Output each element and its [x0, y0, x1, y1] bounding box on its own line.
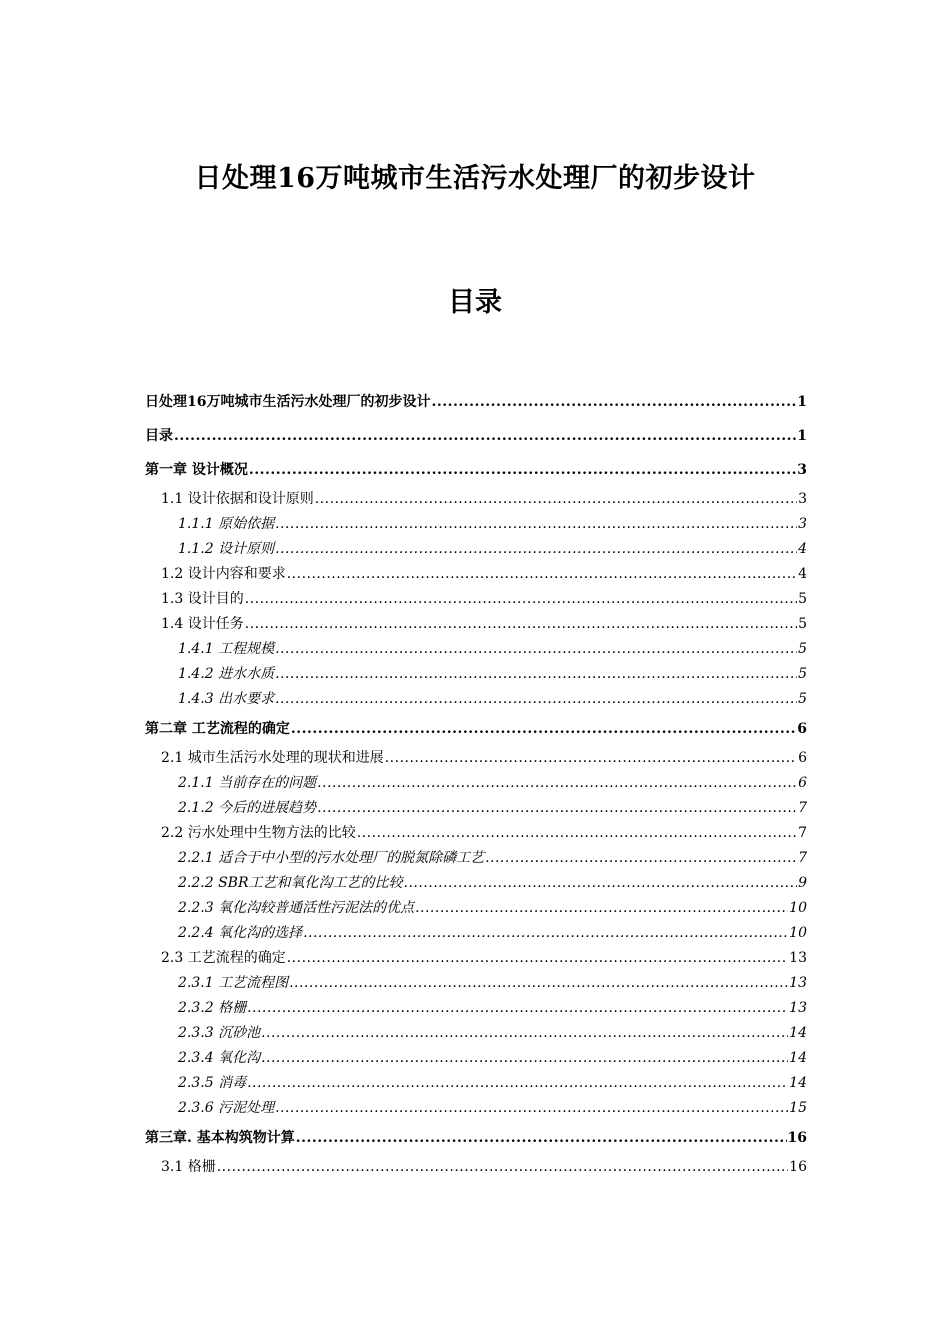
toc-entry[interactable] [145, 971, 807, 996]
toc-entry-page-number: 3 [798, 516, 807, 532]
toc-entry-label: 第三章. 基本构筑物计算 [145, 1130, 295, 1146]
toc-dot-leader [415, 896, 788, 921]
toc-dot-leader [317, 771, 797, 796]
toc-entry-label: 1.1.2 设计原则 [178, 541, 275, 557]
toc-entry[interactable] [145, 587, 807, 612]
toc-entry-page-number: 7 [798, 850, 807, 866]
toc-heading: 目录 [448, 287, 502, 318]
document-title: 日处理16万吨城市生活污水处理厂的初步设计 [194, 163, 756, 194]
toc-entry-label: 2.3.4 氧化沟 [178, 1050, 261, 1066]
toc-entry-page-number: 10 [789, 925, 807, 941]
toc-entry[interactable] [145, 796, 807, 821]
toc-dot-leader [247, 996, 788, 1021]
toc-entry[interactable] [145, 746, 807, 771]
toc-entry-page-number: 6 [798, 750, 807, 766]
toc-dot-leader [174, 419, 796, 453]
toc-entry-page-number: 7 [798, 800, 807, 816]
toc-entry[interactable] [145, 996, 807, 1021]
toc-entry-label: 2.2 污水处理中生物方法的比较 [161, 825, 356, 841]
toc-entry-page-number: 5 [798, 616, 807, 632]
toc-dot-leader [485, 846, 797, 871]
toc-entry[interactable] [145, 637, 807, 662]
toc-entry-label: 2.3.6 污泥处理 [178, 1100, 275, 1116]
toc-entry-page-number: 16 [787, 1130, 807, 1146]
toc-entry[interactable] [145, 771, 807, 796]
toc-entry[interactable] [145, 1046, 807, 1071]
toc-entry-label: 目录 [145, 428, 173, 444]
toc-entry-page-number: 9 [798, 875, 807, 891]
toc-entry[interactable] [145, 896, 807, 921]
toc-dot-leader [275, 1096, 788, 1121]
toc-entry-label: 第一章 设计概况 [145, 462, 248, 478]
toc-dot-leader [296, 1121, 787, 1155]
toc-entry-label: 第二章 工艺流程的确定 [145, 721, 290, 737]
toc-entry-label: 2.3 工艺流程的确定 [161, 950, 286, 966]
toc-entry-label: 1.4 设计任务 [161, 616, 244, 632]
toc-entry-label: 1.4.2 进水水质 [178, 666, 275, 682]
toc-entry[interactable] [145, 419, 807, 453]
toc-entry-label: 1.4.1 工程规模 [178, 641, 275, 657]
toc-entry-page-number: 5 [798, 641, 807, 657]
toc-dot-leader [217, 1155, 788, 1180]
toc-entry-label: 2.1.2 今后的进展趋势 [178, 800, 317, 816]
toc-dot-leader [287, 946, 788, 971]
toc-entry-page-number: 14 [789, 1025, 807, 1041]
toc-entry-label: 1.3 设计目的 [161, 591, 244, 607]
toc-entry-page-number: 10 [789, 900, 807, 916]
toc-entry[interactable] [145, 562, 807, 587]
toc-entry-page-number: 15 [789, 1100, 807, 1116]
toc-dot-leader [303, 921, 788, 946]
toc-entry[interactable] [145, 1121, 807, 1155]
toc-entry[interactable] [145, 385, 807, 419]
toc-entry[interactable] [145, 1021, 807, 1046]
toc-entry-label: 2.3.2 格栅 [178, 1000, 247, 1016]
toc-entry-label: 2.1.1 当前存在的问题 [178, 775, 317, 791]
toc-entry[interactable] [145, 871, 807, 896]
toc-entry-page-number: 7 [798, 825, 807, 841]
toc-dot-leader [275, 687, 797, 712]
toc-dot-leader [317, 796, 797, 821]
toc-dot-leader [275, 637, 797, 662]
toc-entry-label: 2.2.1 适合于中小型的污水处理厂的脱氮除磷工艺 [178, 850, 485, 866]
toc-entry[interactable] [145, 921, 807, 946]
toc-dot-leader [247, 1071, 788, 1096]
toc-entry-label: 2.3.5 消毒 [178, 1075, 247, 1091]
toc-dot-leader [287, 562, 797, 587]
toc-entry[interactable] [145, 662, 807, 687]
toc-entry-label: 1.1.1 原始依据 [178, 516, 275, 532]
toc-entry-label: 3.1 格栅 [161, 1159, 216, 1175]
toc-entry-page-number: 13 [789, 950, 807, 966]
toc-entry-page-number: 4 [798, 541, 807, 557]
toc-entry-label: 1.1 设计依据和设计原则 [161, 491, 314, 507]
toc-entry-label: 2.3.1 工艺流程图 [178, 975, 289, 991]
toc-dot-leader [357, 821, 797, 846]
toc-entry-label: 1.4.3 出水要求 [178, 691, 275, 707]
toc-dot-leader [261, 1046, 788, 1071]
toc-entry[interactable] [145, 1096, 807, 1121]
toc-entry-label: 2.2.4 氧化沟的选择 [178, 925, 303, 941]
toc-entry-page-number: 6 [798, 775, 807, 791]
toc-entry-page-number: 3 [797, 462, 807, 478]
toc-dot-leader [385, 746, 797, 771]
toc-entry[interactable] [145, 537, 807, 562]
toc-entry[interactable] [145, 821, 807, 846]
toc-dot-leader [275, 537, 797, 562]
toc-dot-leader [404, 871, 798, 896]
toc-entry-page-number: 5 [798, 591, 807, 607]
toc-dot-leader [315, 487, 797, 512]
toc-entry-page-number: 13 [789, 1000, 807, 1016]
toc-entry[interactable] [145, 612, 807, 637]
toc-entry[interactable] [145, 1155, 807, 1180]
toc-entry-page-number: 3 [798, 491, 807, 507]
toc-entry[interactable] [145, 946, 807, 971]
toc-entry-label: 2.1 城市生活污水处理的现状和进展 [161, 750, 384, 766]
toc-entry[interactable] [145, 512, 807, 537]
toc-entry-label: 1.2 设计内容和要求 [161, 566, 286, 582]
toc-entry-page-number: 6 [797, 721, 807, 737]
toc-entry-page-number: 14 [789, 1075, 807, 1091]
toc-entry-page-number: 5 [798, 691, 807, 707]
toc-dot-leader [275, 662, 797, 687]
toc-entry-label: 2.2.2 SBR工艺和氧化沟工艺的比较 [178, 875, 403, 891]
toc-entry-page-number: 14 [789, 1050, 807, 1066]
toc-entry-page-number: 13 [789, 975, 807, 991]
toc-entry-page-number: 16 [789, 1159, 807, 1175]
toc-dot-leader [245, 587, 797, 612]
toc-dot-leader [249, 453, 796, 487]
toc-entry-page-number: 4 [798, 566, 807, 582]
toc-entry-page-number: 1 [797, 428, 807, 444]
toc-entry-label: 日处理16万吨城市生活污水处理厂的初步设计 [145, 394, 431, 410]
toc-dot-leader [431, 385, 796, 419]
toc-dot-leader [275, 512, 797, 537]
toc-entry-page-number: 5 [798, 666, 807, 682]
toc-entry[interactable] [145, 487, 807, 512]
toc-entry[interactable] [145, 453, 807, 487]
toc-dot-leader [291, 712, 796, 746]
toc-entry-label: 2.3.3 沉砂池 [178, 1025, 261, 1041]
table-of-contents [145, 385, 807, 1180]
toc-entry-page-number: 1 [797, 394, 807, 410]
toc-entry[interactable] [145, 846, 807, 871]
toc-entry-label: 2.2.3 氧化沟较普通活性污泥法的优点 [178, 900, 415, 916]
toc-dot-leader [289, 971, 788, 996]
toc-entry[interactable] [145, 712, 807, 746]
toc-dot-leader [261, 1021, 788, 1046]
toc-dot-leader [245, 612, 797, 637]
toc-entry[interactable] [145, 1071, 807, 1096]
toc-entry[interactable] [145, 687, 807, 712]
